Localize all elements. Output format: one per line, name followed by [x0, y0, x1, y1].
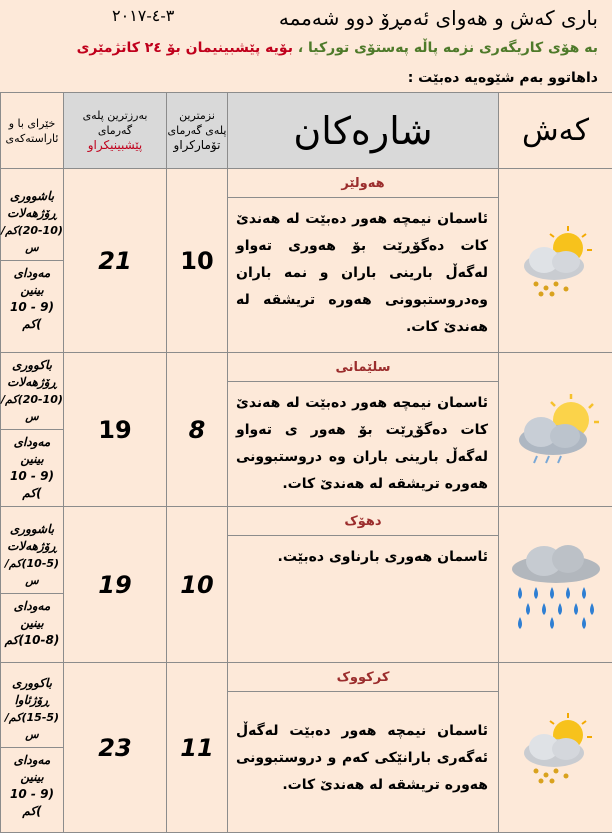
max-temp: 21 [64, 169, 167, 353]
header-cities: شارەکان [228, 93, 499, 169]
max-temp: 19 [64, 507, 167, 663]
weather-cell [499, 169, 612, 353]
weather-cell [499, 507, 612, 663]
wind-direction: باکووری ڕۆژئاوا [1, 675, 63, 709]
city-name: سلێمانی [228, 353, 498, 382]
min-temp: 11 [167, 663, 228, 833]
table-row [1, 353, 612, 507]
city-name: دهۆک [228, 507, 498, 536]
header-wind-label: خێرای با و ئاراستەکەی [1, 116, 63, 146]
header-min-temp-bottom: تۆمارکراو [167, 138, 227, 153]
table-row [1, 663, 612, 833]
header-min-temp [167, 93, 228, 169]
min-temp: 10 [167, 169, 228, 353]
city-cell [228, 507, 499, 663]
wind-speed: (10-5)کم/س [1, 555, 63, 589]
table-row [1, 507, 612, 663]
header-max-temp-bottom: پێشبینیکراو [88, 138, 143, 152]
min-temp: 8 [167, 353, 228, 507]
intro-part-2: بۆیە پێشبینیمان بۆ ٢٤ کاتژمێری [77, 40, 293, 56]
max-temp: 23 [64, 663, 167, 833]
forecast-description: ئاسمان نیمچە هەور دەبێت لە هەندێ کات دەگۆڕێت بۆ هەور ی تەواو لەگەڵ بارینی باران وە دروستبوونی هەورە تریشقە لە هەندێ کات. [228, 382, 498, 504]
header-max-temp [64, 93, 167, 169]
visibility-value: (9 - 10 )کم [1, 468, 63, 502]
visibility-value: (10-8)کم [1, 632, 63, 649]
city-name: هەولێر [228, 169, 498, 198]
visibility-value: (9 - 10 )کم [1, 299, 63, 333]
forecast-table [0, 92, 612, 833]
forecast-description: ئاسمان نیمچە هەور دەبێت لەگەڵ ئەگەری بارانێکی کەم و دروستبوونی هەورە تریشقە لە هەندێ کات. [228, 692, 498, 805]
city-name: کرکووک [228, 663, 498, 692]
city-cell [228, 169, 499, 353]
visibility-value: (9 - 10 )کم [1, 786, 63, 820]
weather-cell [499, 663, 612, 833]
visibility-label: مەودای بینین [1, 752, 63, 786]
city-cell [228, 353, 499, 507]
wind-direction: باشووری ڕۆژهەلات [1, 188, 63, 222]
intro-part-1: بە هۆی کاریگەری نزمە پاڵە پەستۆی تورکیا ، [298, 40, 598, 56]
table-header-row [1, 93, 612, 169]
wind-cell [1, 663, 64, 833]
wind-cell [1, 507, 64, 663]
wind-speed: (15-5)کم/س [1, 709, 63, 743]
table-row [1, 169, 612, 353]
city-cell [228, 663, 499, 833]
visibility-label: مەودای بینین [1, 265, 63, 299]
wind-cell [1, 169, 64, 353]
weather-cell [499, 353, 612, 507]
wind-direction: باشووری ڕۆژهەلات [1, 521, 63, 555]
intro-line-1 [77, 40, 598, 56]
header-weather: کەش [499, 93, 612, 169]
header-min-temp-top: نزمترین پلەی گەرمای [167, 108, 227, 138]
wind-speed: (20-10)کم/س [1, 391, 63, 425]
wind-speed: (20-10)کم/س [1, 222, 63, 256]
report-date: ٣-٤-٢٠١٧ [112, 6, 174, 25]
header-wind [1, 93, 64, 169]
wind-direction: باکووری ڕۆژهەلات [1, 357, 63, 391]
forecast-description: ئاسمان نیمچە هەور دەبێت لە هەندێ کات دەگۆڕێت بۆ هەوری تەواو لەگەڵ بارینی باران و نمە باران وەدروستبوونی هەورە تریشقە لە هەندێ کات. [228, 198, 498, 347]
forecast-description: ئاسمان هەوری بارناوی دەبێت. [228, 536, 498, 577]
visibility-label: مەودای بینین [1, 434, 63, 468]
max-temp: 19 [64, 353, 167, 507]
page-title: باری کەش و هەوای ئەمڕۆ دوو شەممە [279, 6, 598, 30]
cloud-sun-rain-icon [508, 222, 604, 300]
cloud-sun-rain-icon [507, 390, 605, 470]
visibility-label: مەودای بینین [1, 598, 63, 632]
min-temp: 10 [167, 507, 228, 663]
intro-line-2: داهاتوو بەم شێوەیە دەبێت : [408, 70, 598, 86]
wind-cell [1, 353, 64, 507]
cloud-sun-rain-icon [508, 709, 604, 787]
rain-cloud-icon [506, 539, 606, 631]
header-max-temp-top: بەرزترین پلەی گەرمای [64, 108, 166, 138]
